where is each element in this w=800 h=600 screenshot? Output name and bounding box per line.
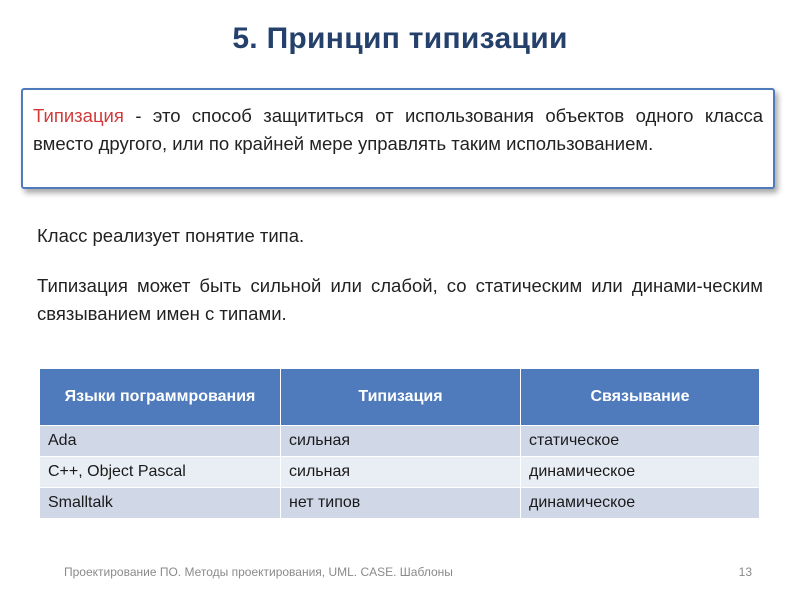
header-languages: Языки пограммрования bbox=[40, 369, 281, 426]
cell-binding: статическое bbox=[521, 426, 760, 457]
table-header-row bbox=[40, 369, 760, 426]
header-typing: Типизация bbox=[281, 369, 521, 426]
footer-course-title: Проектирование ПО. Методы проектирования, UML. CASE. Шаблоны bbox=[64, 565, 453, 579]
definition-text bbox=[33, 102, 763, 158]
paragraph-typing-kinds: Типизация может быть сильной или слабой, со статическим или динами-ческим связыванием имен с типами. bbox=[37, 275, 763, 324]
table-row bbox=[40, 457, 760, 488]
definition-box bbox=[21, 88, 775, 189]
languages-table bbox=[39, 368, 760, 519]
cell-typing: нет типов bbox=[281, 488, 521, 519]
page-number: 13 bbox=[738, 565, 752, 579]
table-row bbox=[40, 488, 760, 519]
definition-body: - это способ защититься от использования объектов одного класса вместо другого, или по крайней мере управлять таким использованием. bbox=[33, 105, 763, 154]
slide-title: 5. Принцип типизации bbox=[232, 22, 568, 55]
cell-language: Smalltalk bbox=[40, 488, 281, 519]
cell-typing: сильная bbox=[281, 457, 521, 488]
cell-typing: сильная bbox=[281, 426, 521, 457]
table-row bbox=[40, 426, 760, 457]
header-binding: Связывание bbox=[521, 369, 760, 426]
cell-binding: динамическое bbox=[521, 488, 760, 519]
cell-binding: динамическое bbox=[521, 457, 760, 488]
cell-language: C++, Object Pascal bbox=[40, 457, 281, 488]
definition-term: Типизация bbox=[33, 105, 124, 126]
cell-language: Ada bbox=[40, 426, 281, 457]
paragraph-class-type: Класс реализует понятие типа. bbox=[37, 225, 305, 246]
